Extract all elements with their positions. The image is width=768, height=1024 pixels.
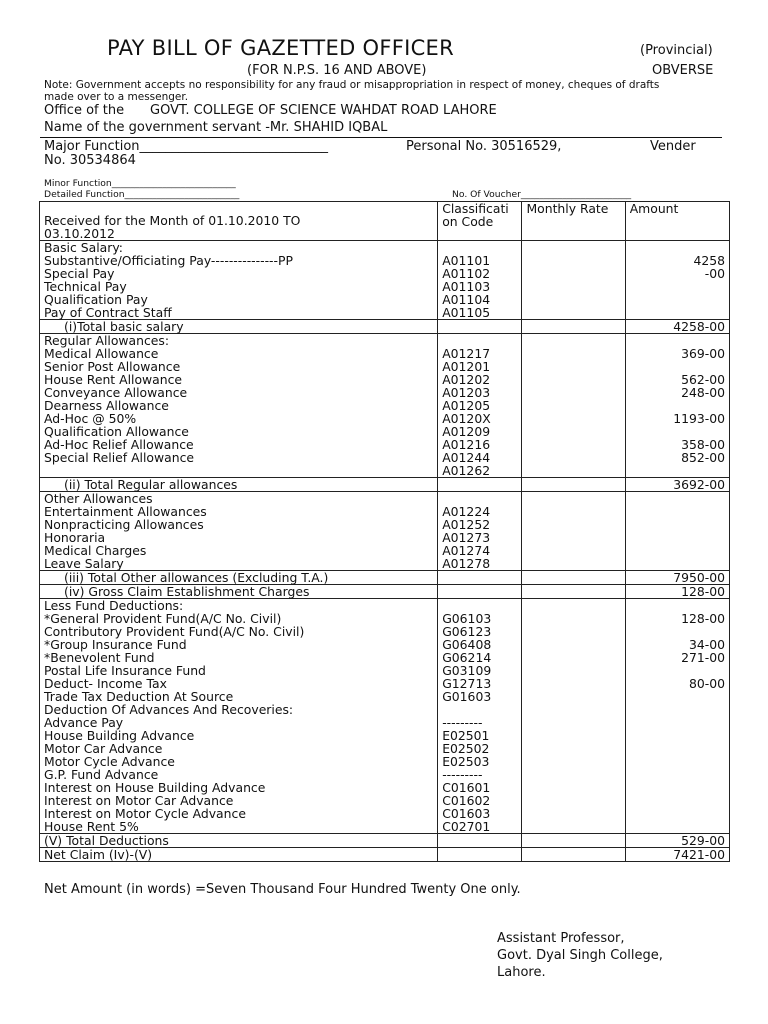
office-label: Office of the [44, 103, 125, 118]
row-description: Contributory Provident Fund(A/C No. Civil) [40, 625, 438, 638]
row-amount [625, 293, 729, 306]
row-class-code [438, 492, 522, 506]
row-monthly-rate [522, 571, 625, 585]
table-row [40, 492, 730, 506]
row-class-code: C02701 [438, 820, 522, 834]
row-class-code [438, 320, 522, 334]
row-amount: 128-00 [625, 585, 729, 599]
row-amount [625, 599, 729, 613]
row-description: Special Relief Allowance [40, 451, 438, 464]
row-amount [625, 690, 729, 703]
row-amount: 271-00 [625, 651, 729, 664]
row-monthly-rate [522, 677, 625, 690]
servant-name: Name of the government servant -Mr. SHAHID IQBAL [44, 120, 388, 135]
row-monthly-rate [522, 518, 625, 531]
row-monthly-rate [522, 625, 625, 638]
major-function: Major Function_____________________________ [44, 139, 329, 154]
row-description: House Rent Allowance [40, 373, 438, 386]
row-amount [625, 518, 729, 531]
row-monthly-rate [522, 478, 625, 492]
row-amount [625, 544, 729, 557]
row-class-code: A01244 [438, 451, 522, 464]
row-monthly-rate [522, 557, 625, 571]
row-monthly-rate [522, 807, 625, 820]
row-monthly-rate [522, 505, 625, 518]
row-monthly-rate [522, 820, 625, 834]
row-class-code: A01103 [438, 280, 522, 293]
row-monthly-rate [522, 781, 625, 794]
office-value: GOVT. COLLEGE OF SCIENCE WAHDAT ROAD LAHORE [150, 103, 497, 118]
row-description: (iii) Total Other allowances (Excluding T.A.) [40, 571, 438, 585]
row-monthly-rate [522, 425, 625, 438]
row-class-code: A01104 [438, 293, 522, 306]
row-class-code [438, 241, 522, 255]
row-class-code: A01278 [438, 557, 522, 571]
row-monthly-rate [522, 373, 625, 386]
row-class-code: A0120X [438, 412, 522, 425]
row-description: Qualification Allowance [40, 425, 438, 438]
subtitle: (FOR N.P.S. 16 AND ABOVE) [247, 63, 427, 78]
month-line-2: 03.10.2012 [44, 226, 115, 241]
row-monthly-rate [522, 794, 625, 807]
row-class-code [438, 478, 522, 492]
row-description: Qualification Pay [40, 293, 438, 306]
row-class-code: A01274 [438, 544, 522, 557]
row-amount: 34-00 [625, 638, 729, 651]
row-amount: 128-00 [625, 612, 729, 625]
row-amount: 4258 [625, 254, 729, 267]
row-class-code [438, 571, 522, 585]
row-monthly-rate [522, 412, 625, 425]
row-class-code: --------- [438, 768, 522, 781]
row-monthly-rate [522, 360, 625, 373]
row-description: Motor Cycle Advance [40, 755, 438, 768]
row-monthly-rate [522, 638, 625, 651]
pay-bill-table [39, 201, 730, 862]
page-title: PAY BILL OF GAZETTED OFFICER [107, 36, 455, 60]
row-class-code: A01216 [438, 438, 522, 451]
total-row [40, 571, 730, 585]
row-description: Net Claim (Iv)-(V) [40, 848, 438, 862]
row-monthly-rate [522, 848, 625, 862]
note-line-2: made over to a messenger. [44, 91, 189, 103]
row-description: (i)Total basic salary [40, 320, 438, 334]
row-description: Conveyance Allowance [40, 386, 438, 399]
row-description: G.P. Fund Advance [40, 768, 438, 781]
row-amount: -00 [625, 267, 729, 280]
row-amount [625, 306, 729, 320]
table-row [40, 703, 730, 716]
row-class-code: A01201 [438, 360, 522, 373]
monthly-rate-header: Monthly Rate [522, 202, 625, 241]
row-monthly-rate [522, 742, 625, 755]
table-row [40, 306, 730, 320]
class-code-header [438, 202, 522, 241]
row-class-code: A01102 [438, 267, 522, 280]
row-class-code: A01224 [438, 505, 522, 518]
row-monthly-rate [522, 492, 625, 506]
row-description [40, 464, 438, 478]
row-amount [625, 742, 729, 755]
row-monthly-rate [522, 320, 625, 334]
provincial-label: (Provincial) [640, 43, 713, 58]
row-class-code: G06214 [438, 651, 522, 664]
voucher-no: No. Of Voucher________________________ [452, 189, 632, 200]
row-amount [625, 807, 729, 820]
table-row [40, 820, 730, 834]
table-row [40, 807, 730, 820]
row-monthly-rate [522, 768, 625, 781]
obverse-label: OBVERSE [652, 63, 714, 78]
table-row [40, 464, 730, 478]
row-class-code: G01603 [438, 690, 522, 703]
row-amount [625, 703, 729, 716]
row-description: Advance Pay [40, 716, 438, 729]
row-description: Ad-Hoc Relief Allowance [40, 438, 438, 451]
row-amount [625, 794, 729, 807]
minor-function: Minor Function___________________________ [44, 178, 236, 189]
row-class-code: A01209 [438, 425, 522, 438]
table-row [40, 267, 730, 280]
row-monthly-rate [522, 293, 625, 306]
net-amount-words: Net Amount (in words) =Seven Thousand Four Hundred Twenty One only. [44, 882, 521, 897]
row-description: Dearness Allowance [40, 399, 438, 412]
row-amount [625, 755, 729, 768]
row-monthly-rate [522, 306, 625, 320]
row-description: Medical Charges [40, 544, 438, 557]
row-monthly-rate [522, 599, 625, 613]
row-description: House Rent 5% [40, 820, 438, 834]
row-description: Less Fund Deductions: [40, 599, 438, 613]
row-class-code: A01101 [438, 254, 522, 267]
row-monthly-rate [522, 451, 625, 464]
row-amount [625, 492, 729, 506]
row-amount [625, 768, 729, 781]
table-row [40, 451, 730, 464]
vender-label: Vender [650, 139, 696, 154]
row-description: *Benevolent Fund [40, 651, 438, 664]
row-monthly-rate [522, 254, 625, 267]
row-monthly-rate [522, 267, 625, 280]
note-line-1: Note: Government accepts no responsibility for any fraud or misappropriation in respect of money, cheques of drafts [44, 79, 660, 91]
row-class-code: A01203 [438, 386, 522, 399]
row-description: Entertainment Allowances [40, 505, 438, 518]
row-description: Interest on Motor Cycle Advance [40, 807, 438, 820]
row-amount [625, 716, 729, 729]
row-description: Special Pay [40, 267, 438, 280]
row-class-code: C01602 [438, 794, 522, 807]
row-description: Medical Allowance [40, 347, 438, 360]
row-amount [625, 820, 729, 834]
table-header-row [40, 202, 730, 241]
row-monthly-rate [522, 585, 625, 599]
table-row [40, 399, 730, 412]
row-monthly-rate [522, 399, 625, 412]
row-description: Technical Pay [40, 280, 438, 293]
row-amount: 3692-00 [625, 478, 729, 492]
row-description: Leave Salary [40, 557, 438, 571]
row-description: Motor Car Advance [40, 742, 438, 755]
row-monthly-rate [522, 690, 625, 703]
total-row [40, 585, 730, 599]
row-class-code: A01202 [438, 373, 522, 386]
total-row [40, 848, 730, 862]
row-amount [625, 531, 729, 544]
row-description: (iv) Gross Claim Establishment Charges [40, 585, 438, 599]
row-description: *Group Insurance Fund [40, 638, 438, 651]
row-amount: 7950-00 [625, 571, 729, 585]
row-class-code [438, 834, 522, 848]
table-row [40, 241, 730, 255]
row-class-code: G12713 [438, 677, 522, 690]
row-description: Honoraria [40, 531, 438, 544]
row-class-code: A01205 [438, 399, 522, 412]
table-row [40, 518, 730, 531]
row-class-code: --------- [438, 716, 522, 729]
row-class-code [438, 848, 522, 862]
row-monthly-rate [522, 703, 625, 716]
row-description: Deduct- Income Tax [40, 677, 438, 690]
row-class-code: A01252 [438, 518, 522, 531]
row-amount: 369-00 [625, 347, 729, 360]
row-class-code [438, 599, 522, 613]
row-monthly-rate [522, 612, 625, 625]
row-class-code: A01262 [438, 464, 522, 478]
row-amount: 529-00 [625, 834, 729, 848]
row-class-code [438, 334, 522, 348]
row-description: Postal Life Insurance Fund [40, 664, 438, 677]
class-code-header-1: Classificati [442, 201, 509, 216]
row-monthly-rate [522, 464, 625, 478]
row-amount: 248-00 [625, 386, 729, 399]
row-amount [625, 334, 729, 348]
signature-line-3: Lahore. [497, 965, 546, 980]
table-row [40, 599, 730, 613]
row-amount: 7421-00 [625, 848, 729, 862]
row-amount [625, 241, 729, 255]
row-description: Basic Salary: [40, 241, 438, 255]
amount-header: Amount [625, 202, 729, 241]
row-class-code: A01105 [438, 306, 522, 320]
row-monthly-rate [522, 241, 625, 255]
row-class-code: E02501 [438, 729, 522, 742]
row-description: Deduction Of Advances And Recoveries: [40, 703, 438, 716]
row-description: Nonpracticing Allowances [40, 518, 438, 531]
row-class-code: C01603 [438, 807, 522, 820]
row-amount [625, 729, 729, 742]
row-description: Ad-Hoc @ 50% [40, 412, 438, 425]
row-amount [625, 557, 729, 571]
row-class-code [438, 585, 522, 599]
row-monthly-rate [522, 664, 625, 677]
detailed-function: Detailed Function_________________________ [44, 189, 240, 200]
row-monthly-rate [522, 280, 625, 293]
row-description: Interest on House Building Advance [40, 781, 438, 794]
row-description: Pay of Contract Staff [40, 306, 438, 320]
row-class-code: E02503 [438, 755, 522, 768]
row-amount [625, 464, 729, 478]
row-monthly-rate [522, 438, 625, 451]
vender-no: No. 30534864 [44, 153, 136, 168]
row-description: Trade Tax Deduction At Source [40, 690, 438, 703]
total-row [40, 478, 730, 492]
row-description: (V) Total Deductions [40, 834, 438, 848]
row-monthly-rate [522, 386, 625, 399]
row-description: Interest on Motor Car Advance [40, 794, 438, 807]
row-description: *General Provident Fund(A/C No. Civil) [40, 612, 438, 625]
row-monthly-rate [522, 729, 625, 742]
row-class-code: G06123 [438, 625, 522, 638]
row-amount: 358-00 [625, 438, 729, 451]
row-amount [625, 781, 729, 794]
table-row [40, 334, 730, 348]
class-code-header-2: on Code [442, 214, 494, 229]
row-class-code: C01601 [438, 781, 522, 794]
total-row [40, 834, 730, 848]
row-amount: 4258-00 [625, 320, 729, 334]
table-row [40, 254, 730, 267]
row-amount: 852-00 [625, 451, 729, 464]
row-monthly-rate [522, 716, 625, 729]
signature-line-1: Assistant Professor, [497, 931, 625, 946]
row-amount: 80-00 [625, 677, 729, 690]
row-monthly-rate [522, 651, 625, 664]
row-amount: 562-00 [625, 373, 729, 386]
row-amount [625, 280, 729, 293]
row-class-code: G03109 [438, 664, 522, 677]
row-monthly-rate [522, 834, 625, 848]
row-class-code: E02502 [438, 742, 522, 755]
row-description: Other Allowances [40, 492, 438, 506]
row-class-code: G06408 [438, 638, 522, 651]
header-rule [40, 137, 722, 138]
row-description: House Building Advance [40, 729, 438, 742]
month-cell [40, 202, 438, 241]
total-row [40, 320, 730, 334]
row-monthly-rate [522, 347, 625, 360]
row-monthly-rate [522, 334, 625, 348]
row-amount: 1193-00 [625, 412, 729, 425]
row-monthly-rate [522, 544, 625, 557]
row-description: Regular Allowances: [40, 334, 438, 348]
row-class-code: A01273 [438, 531, 522, 544]
row-description: Senior Post Allowance [40, 360, 438, 373]
row-class-code: A01217 [438, 347, 522, 360]
table-row [40, 557, 730, 571]
row-description: Substantive/Officiating Pay---------------PP [40, 254, 438, 267]
row-monthly-rate [522, 755, 625, 768]
table-row [40, 544, 730, 557]
row-monthly-rate [522, 531, 625, 544]
row-amount [625, 505, 729, 518]
personal-no: Personal No. 30516529, [406, 139, 562, 154]
row-description: (ii) Total Regular allowances [40, 478, 438, 492]
month-line-1: Received for the Month of 01.10.2010 TO [44, 213, 301, 228]
row-class-code: G06103 [438, 612, 522, 625]
signature-line-2: Govt. Dyal Singh College, [497, 948, 663, 963]
